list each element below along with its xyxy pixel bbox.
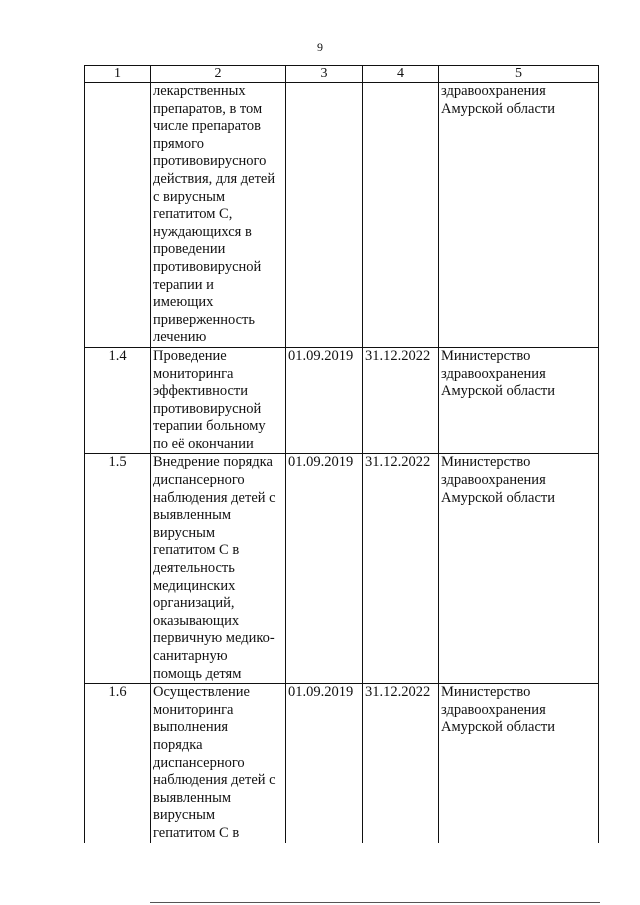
start-date: 01.09.2019 — [286, 347, 363, 454]
scan-edge-line — [150, 902, 600, 903]
item-number: 1.4 — [85, 347, 151, 454]
end-date — [363, 83, 439, 348]
start-date: 01.09.2019 — [286, 454, 363, 684]
column-header: 5 — [439, 66, 599, 83]
column-header: 3 — [286, 66, 363, 83]
column-header: 2 — [151, 66, 286, 83]
responsible-body: Министерство здравоохранения Амурской области — [439, 684, 599, 843]
table-row — [85, 684, 599, 843]
item-description: Внедрение порядка диспансерного наблюдения детей с выявленным вирусным гепатитом С в деятельность медицинских организаций, оказывающих первичную медико- санитарную помощь детям — [151, 454, 286, 684]
item-number — [85, 83, 151, 348]
item-number: 1.5 — [85, 454, 151, 684]
item-description: Осуществление мониторинга выполнения порядка диспансерного наблюдения детей с выявленным вирусным гепатитом С в — [151, 684, 286, 843]
item-description: Проведение мониторинга эффективности противовирусной терапии больному по её окончании — [151, 347, 286, 454]
responsible-body: Министерство здравоохранения Амурской области — [439, 347, 599, 454]
end-date: 31.12.2022 — [363, 684, 439, 843]
start-date — [286, 83, 363, 348]
column-header: 4 — [363, 66, 439, 83]
page-number: 9 — [317, 40, 323, 54]
measures-table — [84, 65, 599, 843]
end-date: 31.12.2022 — [363, 454, 439, 684]
column-header: 1 — [85, 66, 151, 83]
responsible-body: Министерство здравоохранения Амурской области — [439, 454, 599, 684]
item-number: 1.6 — [85, 684, 151, 843]
table-row — [85, 347, 599, 454]
table-row — [85, 83, 599, 348]
table-header-row — [85, 66, 599, 83]
item-description: лекарственных препаратов, в том числе препаратов прямого противовирусного действия, для детей с вирусным гепатитом С, нуждающихся в проведении противовирусной терапии и имеющих приверженность лечению — [151, 83, 286, 348]
responsible-body: здравоохранения Амурской области — [439, 83, 599, 348]
table-row — [85, 454, 599, 684]
end-date: 31.12.2022 — [363, 347, 439, 454]
start-date: 01.09.2019 — [286, 684, 363, 843]
